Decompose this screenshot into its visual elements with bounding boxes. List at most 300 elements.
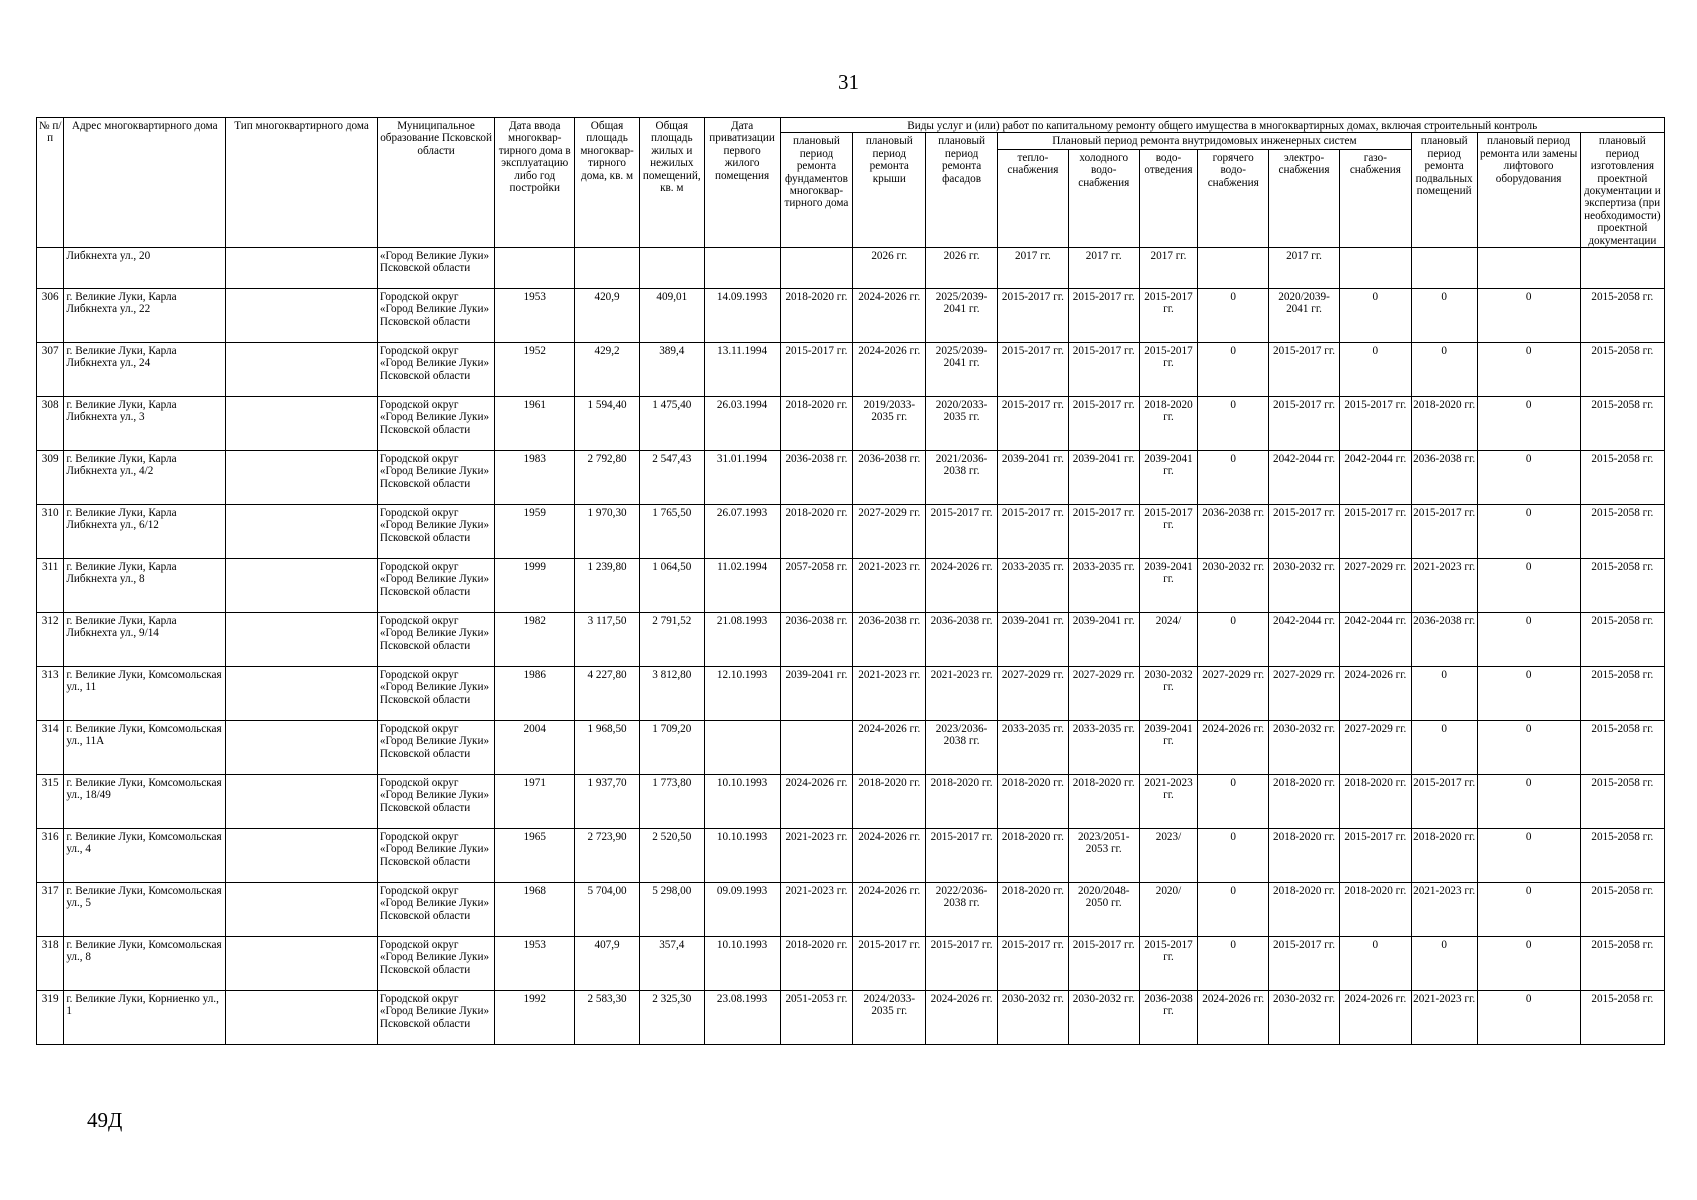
cell-hot-water: 0 [1198, 343, 1269, 397]
cell-gas: 2018-2020 гг. [1339, 775, 1411, 829]
cell-total-area: 1 594,40 [575, 397, 640, 451]
cell-priv-date [704, 721, 780, 775]
col-header-basement: плановый период ремонта подвальных помещений [1411, 133, 1477, 248]
cell-cold-water: 2015-2017 гг. [1068, 397, 1139, 451]
cell-address: Либкнехта ул., 20 [64, 248, 226, 289]
cell-total-area: 5 704,00 [575, 883, 640, 937]
cell-drainage: 2017 гг. [1139, 248, 1198, 289]
cell-heat: 2018-2020 гг. [998, 883, 1069, 937]
table-row [37, 721, 1665, 775]
cell-hot-water: 2027-2029 гг. [1198, 667, 1269, 721]
cell-drainage: 2018-2020 гг. [1139, 397, 1198, 451]
cell-roof: 2018-2020 гг. [853, 775, 926, 829]
cell-elevator: 0 [1477, 289, 1580, 343]
col-header-commission-date: Дата ввода многоквар-тирного дома в эксплуатацию либо год постройки [495, 118, 575, 248]
cell-design: 2015-2058 гг. [1580, 505, 1664, 559]
cell-total-area: 407,9 [575, 937, 640, 991]
cell-roof: 2027-2029 гг. [853, 505, 926, 559]
cell-cold-water: 2015-2017 гг. [1068, 343, 1139, 397]
cell-foundation: 2024-2026 гг. [780, 775, 853, 829]
cell-priv-date: 23.08.1993 [704, 991, 780, 1045]
cell-total-area: 2 792,80 [575, 451, 640, 505]
cell-gas: 0 [1339, 289, 1411, 343]
cell-year: 1999 [495, 559, 575, 613]
col-header-num: № п/п [37, 118, 64, 248]
cell-elevator: 0 [1477, 559, 1580, 613]
cell-heat: 2018-2020 гг. [998, 775, 1069, 829]
cell-year: 1953 [495, 937, 575, 991]
col-header-drainage: водо-отведения [1139, 149, 1198, 247]
cell-municipality: Городской округ «Город Великие Луки» Псковской области [377, 343, 494, 397]
col-header-works-group: Виды услуг и (или) работ по капитальному ремонту общего имущества в многоквартирных домах, включая строительный контроль [780, 118, 1664, 133]
cell-municipality: Городской округ «Город Великие Луки» Псковской области [377, 883, 494, 937]
cell-municipality: Городской округ «Город Великие Луки» Псковской области [377, 289, 494, 343]
cell-design: 2015-2058 гг. [1580, 991, 1664, 1045]
cell-living-area: 2 791,52 [639, 613, 704, 667]
cell-num: 314 [37, 721, 64, 775]
cell-electric: 2030-2032 гг. [1269, 559, 1340, 613]
cell-drainage: 2021-2023 гг. [1139, 775, 1198, 829]
cell-roof: 2024-2026 гг. [853, 289, 926, 343]
cell-elevator: 0 [1477, 883, 1580, 937]
cell-heat: 2018-2020 гг. [998, 829, 1069, 883]
table-row [37, 937, 1665, 991]
cell-facade: 2023/2036-2038 гг. [926, 721, 998, 775]
cell-heat: 2015-2017 гг. [998, 397, 1069, 451]
cell-num: 306 [37, 289, 64, 343]
cell-num: 315 [37, 775, 64, 829]
cell-elevator: 0 [1477, 343, 1580, 397]
col-header-address: Адрес многоквартирного дома [64, 118, 226, 248]
cell-living-area: 2 520,50 [639, 829, 704, 883]
cell-roof: 2024-2026 гг. [853, 829, 926, 883]
cell-elevator: 0 [1477, 451, 1580, 505]
cell-address: г. Великие Луки, Комсомольская ул., 11 [64, 667, 226, 721]
cell-num: 316 [37, 829, 64, 883]
cell-facade: 2026 гг. [926, 248, 998, 289]
cell-type [226, 289, 378, 343]
cell-heat: 2015-2017 гг. [998, 937, 1069, 991]
cell-electric: 2042-2044 гг. [1269, 451, 1340, 505]
cell-total-area: 1 970,30 [575, 505, 640, 559]
cell-gas [1339, 248, 1411, 289]
cell-address: г. Великие Луки, Карла Либкнехта ул., 6/12 [64, 505, 226, 559]
cell-design: 2015-2058 гг. [1580, 289, 1664, 343]
cell-year: 1971 [495, 775, 575, 829]
table-row [37, 883, 1665, 937]
cell-total-area: 420,9 [575, 289, 640, 343]
cell-foundation: 2018-2020 гг. [780, 937, 853, 991]
cell-basement: 2015-2017 гг. [1411, 775, 1477, 829]
cell-electric: 2030-2032 гг. [1269, 721, 1340, 775]
table-row [37, 667, 1665, 721]
cell-municipality: Городской округ «Город Великие Луки» Псковской области [377, 397, 494, 451]
cell-total-area: 4 227,80 [575, 667, 640, 721]
cell-year: 1959 [495, 505, 575, 559]
cell-type [226, 613, 378, 667]
cell-basement: 2018-2020 гг. [1411, 829, 1477, 883]
cell-type [226, 667, 378, 721]
cell-gas: 0 [1339, 937, 1411, 991]
cell-year: 1953 [495, 289, 575, 343]
col-header-electric: электро-снабжения [1269, 149, 1340, 247]
cell-gas: 2015-2017 гг. [1339, 505, 1411, 559]
col-header-foundation: плановый период ремонта фундаментов многоквар-тирного дома [780, 133, 853, 248]
cell-heat: 2027-2029 гг. [998, 667, 1069, 721]
cell-design: 2015-2058 гг. [1580, 883, 1664, 937]
cell-year: 1968 [495, 883, 575, 937]
table-row [37, 991, 1665, 1045]
col-header-elevator: плановый период ремонта или замены лифтового оборудования [1477, 133, 1580, 248]
cell-elevator: 0 [1477, 505, 1580, 559]
cell-foundation [780, 721, 853, 775]
cell-facade: 2015-2017 гг. [926, 505, 998, 559]
cell-basement: 0 [1411, 667, 1477, 721]
cell-drainage: 2020/ [1139, 883, 1198, 937]
cell-basement: 2036-2038 гг. [1411, 451, 1477, 505]
cell-roof: 2036-2038 гг. [853, 451, 926, 505]
cell-design: 2015-2058 гг. [1580, 775, 1664, 829]
cell-roof: 2024-2026 гг. [853, 343, 926, 397]
cell-roof: 2024-2026 гг. [853, 883, 926, 937]
cell-num: 309 [37, 451, 64, 505]
cell-drainage: 2039-2041 гг. [1139, 721, 1198, 775]
cell-type [226, 343, 378, 397]
cell-address: г. Великие Луки, Карла Либкнехта ул., 8 [64, 559, 226, 613]
cell-facade: 2018-2020 гг. [926, 775, 998, 829]
cell-basement: 0 [1411, 721, 1477, 775]
cell-total-area: 429,2 [575, 343, 640, 397]
cell-num: 319 [37, 991, 64, 1045]
cell-elevator [1477, 248, 1580, 289]
cell-address: г. Великие Луки, Комсомольская ул., 11А [64, 721, 226, 775]
cell-cold-water: 2027-2029 гг. [1068, 667, 1139, 721]
cell-basement: 2021-2023 гг. [1411, 883, 1477, 937]
cell-drainage: 2023/ [1139, 829, 1198, 883]
cell-gas: 2027-2029 гг. [1339, 721, 1411, 775]
cell-elevator: 0 [1477, 775, 1580, 829]
cell-facade: 2015-2017 гг. [926, 829, 998, 883]
cell-design: 2015-2058 гг. [1580, 937, 1664, 991]
cell-design: 2015-2058 гг. [1580, 667, 1664, 721]
cell-year: 1986 [495, 667, 575, 721]
cell-gas: 0 [1339, 343, 1411, 397]
cell-type [226, 883, 378, 937]
cell-total-area: 2 583,30 [575, 991, 640, 1045]
cell-municipality: Городской округ «Город Великие Луки» Псковской области [377, 937, 494, 991]
cell-roof: 2024-2026 гг. [853, 721, 926, 775]
col-header-cold-water: холодного водо-снабжения [1068, 149, 1139, 247]
cell-living-area: 1 475,40 [639, 397, 704, 451]
cell-elevator: 0 [1477, 829, 1580, 883]
cell-num: 308 [37, 397, 64, 451]
table-row [37, 451, 1665, 505]
cell-facade: 2036-2038 гг. [926, 613, 998, 667]
cell-electric: 2017 гг. [1269, 248, 1340, 289]
cell-priv-date: 10.10.1993 [704, 937, 780, 991]
cell-electric: 2018-2020 гг. [1269, 883, 1340, 937]
cell-living-area: 409,01 [639, 289, 704, 343]
cell-foundation [780, 248, 853, 289]
cell-municipality: Городской округ «Город Великие Луки» Псковской области [377, 613, 494, 667]
cell-municipality: Городской округ «Город Великие Луки» Псковской области [377, 991, 494, 1045]
cell-facade: 2015-2017 гг. [926, 937, 998, 991]
cell-year: 1952 [495, 343, 575, 397]
cell-design: 2015-2058 гг. [1580, 613, 1664, 667]
cell-municipality: Городской округ «Город Великие Луки» Псковской области [377, 829, 494, 883]
cell-num: 310 [37, 505, 64, 559]
cell-hot-water: 2024-2026 гг. [1198, 721, 1269, 775]
cell-heat: 2033-2035 гг. [998, 559, 1069, 613]
cell-basement: 0 [1411, 343, 1477, 397]
cell-foundation: 2036-2038 гг. [780, 613, 853, 667]
col-header-privatization-date: Дата приватизации первого жилого помещения [704, 118, 780, 248]
col-header-facade: плановый период ремонта фасадов [926, 133, 998, 248]
cell-address: г. Великие Луки, Карла Либкнехта ул., 24 [64, 343, 226, 397]
cell-address: г. Великие Луки, Карла Либкнехта ул., 22 [64, 289, 226, 343]
cell-gas: 2018-2020 гг. [1339, 883, 1411, 937]
cell-design: 2015-2058 гг. [1580, 397, 1664, 451]
cell-elevator: 0 [1477, 613, 1580, 667]
cell-facade: 2021-2023 гг. [926, 667, 998, 721]
cell-foundation: 2018-2020 гг. [780, 397, 853, 451]
cell-year [495, 248, 575, 289]
cell-facade: 2022/2036-2038 гг. [926, 883, 998, 937]
cell-total-area: 1 968,50 [575, 721, 640, 775]
cell-facade: 2020/2033-2035 гг. [926, 397, 998, 451]
cell-basement: 2015-2017 гг. [1411, 505, 1477, 559]
cell-facade: 2025/2039-2041 гг. [926, 289, 998, 343]
cell-basement [1411, 248, 1477, 289]
table-row [37, 775, 1665, 829]
cell-electric: 2015-2017 гг. [1269, 937, 1340, 991]
cell-year: 1992 [495, 991, 575, 1045]
cell-address: г. Великие Луки, Карла Либкнехта ул., 4/2 [64, 451, 226, 505]
cell-foundation: 2039-2041 гг. [780, 667, 853, 721]
cell-hot-water [1198, 248, 1269, 289]
cell-electric: 2015-2017 гг. [1269, 505, 1340, 559]
cell-drainage: 2015-2017 гг. [1139, 937, 1198, 991]
cell-heat: 2015-2017 гг. [998, 289, 1069, 343]
cell-design [1580, 248, 1664, 289]
table-row [37, 289, 1665, 343]
cell-municipality: Городской округ «Город Великие Луки» Псковской области [377, 451, 494, 505]
cell-cold-water: 2015-2017 гг. [1068, 289, 1139, 343]
cell-basement: 2018-2020 гг. [1411, 397, 1477, 451]
cell-gas: 2027-2029 гг. [1339, 559, 1411, 613]
cell-roof: 2024/2033-2035 гг. [853, 991, 926, 1045]
cell-electric: 2018-2020 гг. [1269, 829, 1340, 883]
cell-basement: 0 [1411, 289, 1477, 343]
cell-type [226, 505, 378, 559]
cell-electric: 2015-2017 гг. [1269, 343, 1340, 397]
cell-living-area: 1 773,80 [639, 775, 704, 829]
col-header-type: Тип многоквартирного дома [226, 118, 378, 248]
cell-basement: 0 [1411, 937, 1477, 991]
cell-elevator: 0 [1477, 991, 1580, 1045]
cell-living-area: 1 709,20 [639, 721, 704, 775]
cell-foundation: 2015-2017 гг. [780, 343, 853, 397]
table-row [37, 829, 1665, 883]
cell-foundation: 2057-2058 гг. [780, 559, 853, 613]
cell-priv-date: 10.10.1993 [704, 829, 780, 883]
cell-hot-water: 2036-2038 гг. [1198, 505, 1269, 559]
cell-municipality: Городской округ «Город Великие Луки» Псковской области [377, 667, 494, 721]
cell-hot-water: 0 [1198, 451, 1269, 505]
cell-year: 1965 [495, 829, 575, 883]
cell-facade: 2025/2039-2041 гг. [926, 343, 998, 397]
cell-basement: 2036-2038 гг. [1411, 613, 1477, 667]
col-header-roof: плановый период ремонта крыши [853, 133, 926, 248]
cell-type [226, 775, 378, 829]
cell-heat: 2039-2041 гг. [998, 613, 1069, 667]
cell-living-area: 1 765,50 [639, 505, 704, 559]
cell-priv-date: 26.07.1993 [704, 505, 780, 559]
cell-total-area: 1 937,70 [575, 775, 640, 829]
cell-foundation: 2021-2023 гг. [780, 883, 853, 937]
cell-priv-date: 09.09.1993 [704, 883, 780, 937]
cell-cold-water: 2017 гг. [1068, 248, 1139, 289]
cell-foundation: 2018-2020 гг. [780, 289, 853, 343]
cell-electric: 2027-2029 гг. [1269, 667, 1340, 721]
col-header-heat: тепло-снабжения [998, 149, 1069, 247]
cell-heat: 2039-2041 гг. [998, 451, 1069, 505]
cell-total-area [575, 248, 640, 289]
cell-address: г. Великие Луки, Карла Либкнехта ул., 3 [64, 397, 226, 451]
cell-num: 307 [37, 343, 64, 397]
footer-code: 49Д [87, 1108, 123, 1132]
cell-roof: 2026 гг. [853, 248, 926, 289]
cell-total-area: 2 723,90 [575, 829, 640, 883]
cell-hot-water: 2030-2032 гг. [1198, 559, 1269, 613]
cell-electric: 2042-2044 гг. [1269, 613, 1340, 667]
cell-municipality: Городской округ «Город Великие Луки» Псковской области [377, 505, 494, 559]
cell-type [226, 248, 378, 289]
cell-gas: 2024-2026 гг. [1339, 667, 1411, 721]
cell-gas: 2015-2017 гг. [1339, 397, 1411, 451]
cell-priv-date [704, 248, 780, 289]
cell-design: 2015-2058 гг. [1580, 343, 1664, 397]
cell-heat: 2017 гг. [998, 248, 1069, 289]
cell-design: 2015-2058 гг. [1580, 559, 1664, 613]
cell-drainage: 2015-2017 гг. [1139, 505, 1198, 559]
page-number: 31 [838, 70, 859, 94]
cell-type [226, 721, 378, 775]
cell-roof: 2021-2023 гг. [853, 559, 926, 613]
cell-hot-water: 0 [1198, 613, 1269, 667]
cell-total-area: 1 239,80 [575, 559, 640, 613]
cell-type [226, 559, 378, 613]
cell-drainage: 2039-2041 гг. [1139, 451, 1198, 505]
col-header-engineering-group: Плановый период ремонта внутридомовых инженерных систем [998, 133, 1412, 149]
col-header-hot-water: горячего водо-снабжения [1198, 149, 1269, 247]
cell-priv-date: 26.03.1994 [704, 397, 780, 451]
cell-design: 2015-2058 гг. [1580, 721, 1664, 775]
table-row [37, 559, 1665, 613]
cell-roof: 2019/2033-2035 гг. [853, 397, 926, 451]
cell-design: 2015-2058 гг. [1580, 451, 1664, 505]
cell-gas: 2042-2044 гг. [1339, 613, 1411, 667]
table-row [37, 343, 1665, 397]
cell-hot-water: 0 [1198, 775, 1269, 829]
cell-hot-water: 0 [1198, 829, 1269, 883]
cell-num [37, 248, 64, 289]
cell-municipality: «Город Великие Луки» Псковской области [377, 248, 494, 289]
cell-drainage: 2024/ [1139, 613, 1198, 667]
cell-address: г. Великие Луки, Комсомольская ул., 4 [64, 829, 226, 883]
cell-num: 318 [37, 937, 64, 991]
cell-electric: 2018-2020 гг. [1269, 775, 1340, 829]
cell-priv-date: 12.10.1993 [704, 667, 780, 721]
cell-year: 1983 [495, 451, 575, 505]
cell-hot-water: 0 [1198, 397, 1269, 451]
cell-municipality: Городской округ «Город Великие Луки» Псковской области [377, 721, 494, 775]
table-row [37, 397, 1665, 451]
cell-living-area: 3 812,80 [639, 667, 704, 721]
cell-num: 313 [37, 667, 64, 721]
cell-type [226, 397, 378, 451]
cell-roof: 2021-2023 гг. [853, 667, 926, 721]
capital-repair-table [36, 117, 1665, 1045]
cell-address: г. Великие Луки, Корниенко ул., 1 [64, 991, 226, 1045]
cell-gas: 2015-2017 гг. [1339, 829, 1411, 883]
cell-municipality: Городской округ «Город Великие Луки» Псковской области [377, 775, 494, 829]
cell-address: г. Великие Луки, Комсомольская ул., 18/49 [64, 775, 226, 829]
cell-gas: 2042-2044 гг. [1339, 451, 1411, 505]
cell-municipality: Городской округ «Город Великие Луки» Псковской области [377, 559, 494, 613]
cell-living-area: 2 325,30 [639, 991, 704, 1045]
cell-heat: 2030-2032 гг. [998, 991, 1069, 1045]
cell-priv-date: 11.02.1994 [704, 559, 780, 613]
col-header-gas: газо-снабжения [1339, 149, 1411, 247]
cell-drainage: 2036-2038 гг. [1139, 991, 1198, 1045]
cell-facade: 2024-2026 гг. [926, 991, 998, 1045]
cell-hot-water: 0 [1198, 937, 1269, 991]
cell-drainage: 2015-2017 гг. [1139, 343, 1198, 397]
col-header-living-area: Общая площадь жилых и нежилых помещений, кв. м [639, 118, 704, 248]
cell-basement: 2021-2023 гг. [1411, 991, 1477, 1045]
cell-priv-date: 13.11.1994 [704, 343, 780, 397]
cell-drainage: 2039-2041 гг. [1139, 559, 1198, 613]
cell-priv-date: 14.09.1993 [704, 289, 780, 343]
table-row [37, 613, 1665, 667]
cell-hot-water: 2024-2026 гг. [1198, 991, 1269, 1045]
cell-year: 1982 [495, 613, 575, 667]
cell-hot-water: 0 [1198, 289, 1269, 343]
cell-heat: 2015-2017 гг. [998, 505, 1069, 559]
cell-priv-date: 21.08.1993 [704, 613, 780, 667]
cell-elevator: 0 [1477, 667, 1580, 721]
cell-cold-water: 2015-2017 гг. [1068, 937, 1139, 991]
cell-total-area: 3 117,50 [575, 613, 640, 667]
cell-foundation: 2018-2020 гг. [780, 505, 853, 559]
cell-address: г. Великие Луки, Комсомольская ул., 8 [64, 937, 226, 991]
cell-type [226, 937, 378, 991]
col-header-total-area: Общая площадь многоквар-тирного дома, кв. м [575, 118, 640, 248]
cell-gas: 2024-2026 гг. [1339, 991, 1411, 1045]
cell-roof: 2015-2017 гг. [853, 937, 926, 991]
cell-basement: 2021-2023 гг. [1411, 559, 1477, 613]
cell-hot-water: 0 [1198, 883, 1269, 937]
cell-facade: 2024-2026 гг. [926, 559, 998, 613]
cell-year: 2004 [495, 721, 575, 775]
cell-cold-water: 2018-2020 гг. [1068, 775, 1139, 829]
cell-num: 317 [37, 883, 64, 937]
cell-type [226, 991, 378, 1045]
col-header-design-docs: плановый период изготовления проектной документации и экспертиза (при необходимости) проектной документации [1580, 133, 1664, 248]
cell-roof: 2036-2038 гг. [853, 613, 926, 667]
cell-type [226, 829, 378, 883]
